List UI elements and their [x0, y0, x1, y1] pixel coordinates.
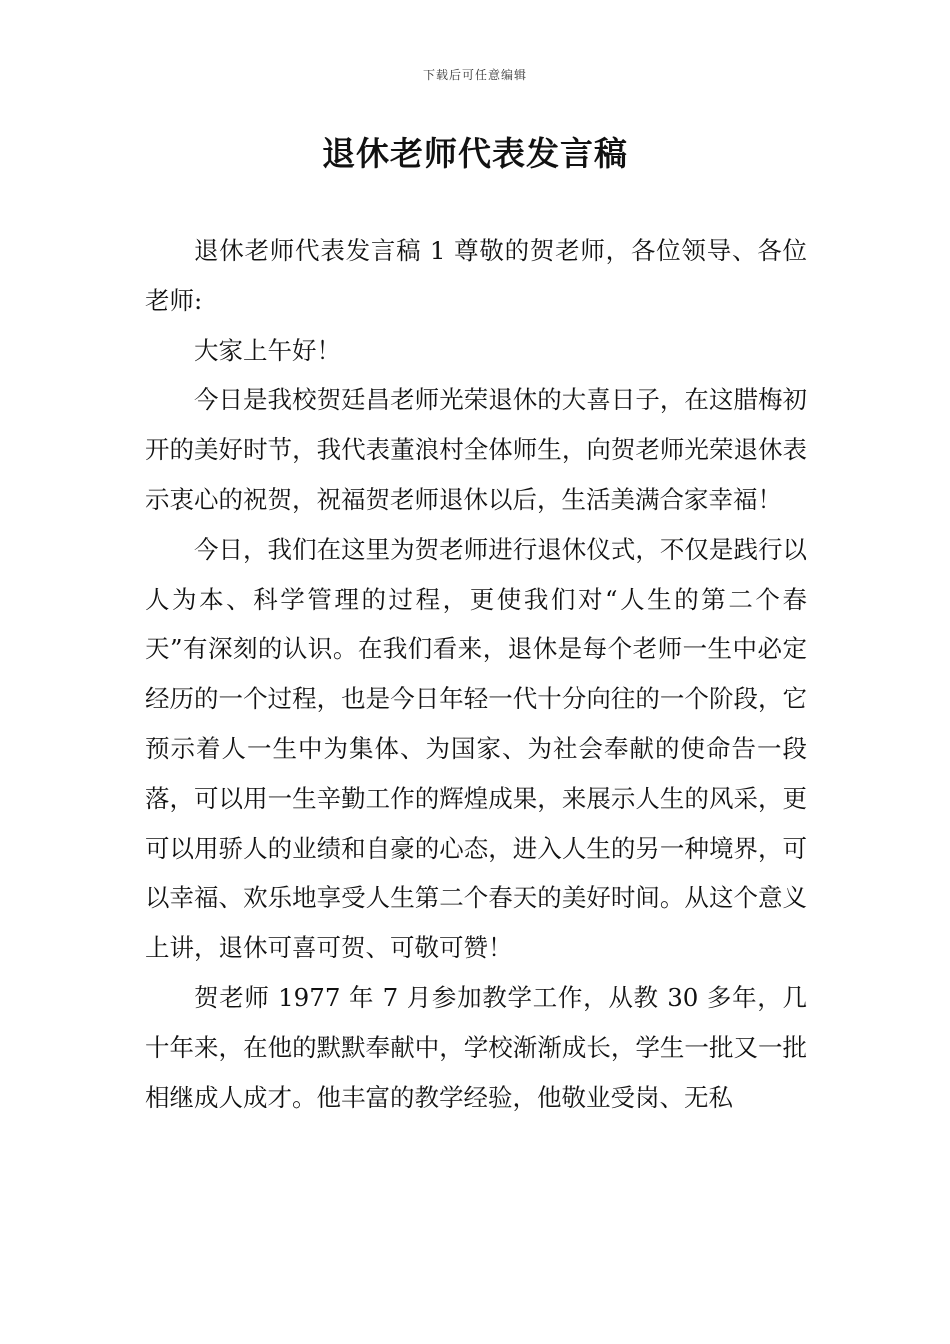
download-note: 下载后可任意编辑 — [422, 68, 527, 82]
document-body — [145, 226, 807, 1122]
paragraph-greeting: 大家上午好！ — [194, 335, 341, 365]
paragraph-salutation: 退休老师代表发言稿 1 尊敬的贺老师，各位领导、各位老师: — [145, 236, 807, 315]
paragraph-congratulations: 今日是我校贺廷昌老师光荣退休的大喜日子，在这腊梅初开的美好时节，我代表董浪村全体师生，向贺老师光荣退休表示衷心的祝贺，祝福贺老师退休以后，生活美满合家幸福！ — [145, 385, 807, 514]
document-title: 退休老师代表发言稿 — [322, 134, 628, 173]
paragraph-teacher-career: 贺老师 1977 年 7 月参加教学工作，从教 30 多年，几十年来，在他的默默奉献中，学校渐渐成长，学生一批又一批相继成人成才。他丰富的教学经验，他敬业受岗、无私 — [145, 982, 807, 1112]
paragraph-retirement-meaning: 今日，我们在这里为贺老师进行退休仪式，不仅是践行以人为本、科学管理的过程，更使我们对“人生的第二个春天”有深刻的认识。在我们看来，退休是每个老师一生中必定经历的一个过程，也是今日年轻一代十分向往的一个阶段，它预示着人一生中为集体、为国家、为社会奉献的使命告一段落，可以用一生辛勤工作的辉煌成果，来展示人生的风采，更可以用骄人的业绩和自豪的心态，进入人生的另一种境界，可以幸福、欢乐地享受人生第二个春天的美好时间。从这个意义上讲，退休可喜可贺、可敬可赞！ — [145, 534, 807, 963]
